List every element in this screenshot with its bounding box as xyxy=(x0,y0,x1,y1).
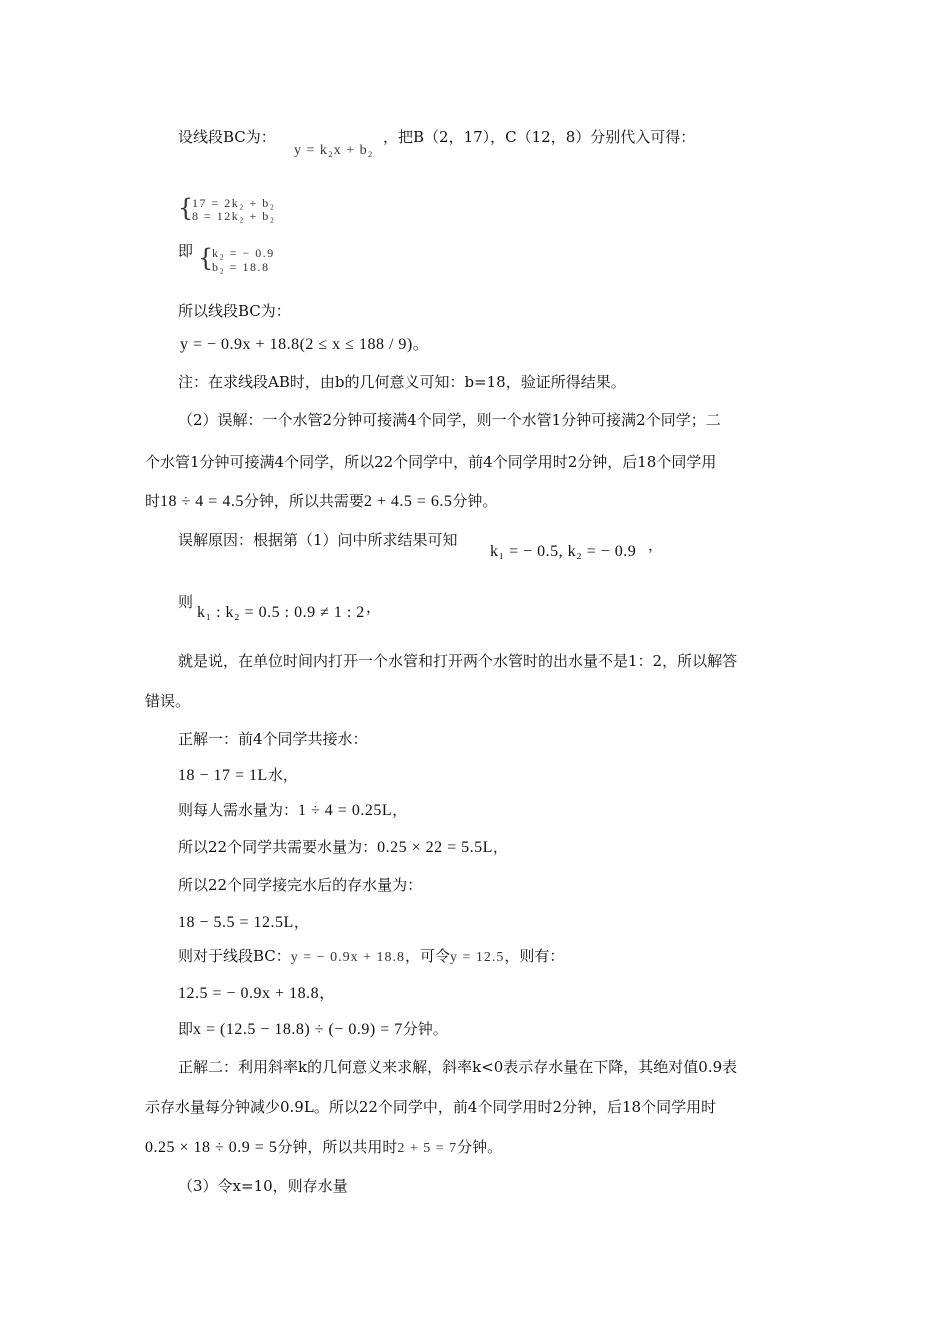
text-segment: ，可令 xyxy=(404,947,450,965)
bc-result-label: 所以线段BC为： xyxy=(178,302,291,320)
ratio-label: 则 xyxy=(178,593,194,611)
math-segment: 18 − 17 = 1L xyxy=(178,767,268,784)
text-segment: 水， xyxy=(267,766,298,784)
math-segment: y = 12.5 xyxy=(449,950,505,965)
math-segment: 18 ÷ 4 = 4.5 xyxy=(160,493,244,510)
system-2-row-1: k₂ = − 0.9 xyxy=(212,246,275,260)
solution1-step-1 xyxy=(178,765,298,786)
math-segment: 2 + 5 = 7 xyxy=(397,1141,458,1156)
solution1-step-4: 所以22个同学接完水后的存水量为： xyxy=(178,876,423,894)
math-segment: y = − 0.9x + 18.8 xyxy=(290,950,405,965)
solution1-step-2 xyxy=(178,800,407,821)
solution2-line-2: 示存水量每分钟减少0.9L。所以22个同学中，前4个同学用时2分钟，后18个同学用时 xyxy=(145,1098,717,1116)
comma: ， xyxy=(648,536,664,554)
part3-line: （3）令x=10，则存水量 xyxy=(178,1177,348,1195)
math-segment: 1 ÷ 4 = 0.25L xyxy=(298,802,393,819)
text-segment: 分钟，所以共需要 xyxy=(243,492,364,510)
text-segment: 所以22个同学共需要水量为： xyxy=(178,838,378,856)
text-segment: 即 xyxy=(178,1020,194,1038)
text-segment: ， xyxy=(492,838,508,856)
ji-label: 即 xyxy=(178,242,194,260)
system-brace-1: { xyxy=(178,194,194,222)
system-1-row-1: 17 = 2k₂ + b₂ xyxy=(192,196,276,210)
text-segment: ， xyxy=(293,913,309,931)
part2-misconception-line-2: 个水管1分钟可接满4个同学，所以22个同学中，前4个同学用时2分钟，后18个同学用 xyxy=(145,453,717,471)
bc-setup-formula: y = k₂x + b₂ xyxy=(294,143,374,158)
explanation-line-1: 就是说，在单位时间内打开一个水管和打开两个水管时的出水量不是1：2，所以解答 xyxy=(178,652,738,670)
solution1-result xyxy=(178,1019,448,1040)
misconception-reason-formula: k₁ = − 0.5, k₂ = − 0.9 xyxy=(490,543,637,560)
solution1-step-6 xyxy=(178,946,564,968)
note-line: 注：在求线段AB时，由b的几何意义可知：b=18，验证所得结果。 xyxy=(178,373,626,391)
math-segment: x = (12.5 − 18.8) ÷ (− 0.9) = 7 xyxy=(193,1021,403,1038)
solution1-equation: 12.5 = − 0.9x + 18.8， xyxy=(178,985,336,1002)
part2-misconception-line-3 xyxy=(145,491,497,512)
solution2-line-1: 正解二：利用斜率k的几何意义来求解，斜率k<0表示存水量在下降，其绝对值0.9表 xyxy=(178,1058,738,1076)
text-segment: 分钟，所以共用时 xyxy=(277,1138,398,1156)
text-segment: ，则有： xyxy=(504,947,565,965)
bc-setup-text: 设线段BC为： xyxy=(178,128,276,146)
text-segment: 分钟。 xyxy=(452,492,498,510)
text-segment: ， xyxy=(392,801,408,819)
math-segment: 0.25 × 18 ÷ 0.9 = 5 xyxy=(145,1139,278,1156)
comma: ， xyxy=(366,598,382,616)
part2-misconception-line-1: （2）误解：一个水管2分钟可接满4个同学，则一个水管1分钟可接满2个同学；二 xyxy=(178,411,721,429)
text-segment: 则每人需水量为： xyxy=(178,801,299,819)
math-segment: 18 − 5.5 = 12.5L xyxy=(178,914,294,931)
bc-setup-tail: ，把B（2，17），C（12，8）分别代入可得： xyxy=(383,128,696,146)
solution1-heading: 正解一：前4个同学共接水： xyxy=(178,730,368,748)
solution2-line-3 xyxy=(145,1137,502,1159)
ratio-formula: k₁ : k₂ = 0.5 : 0.9 ≠ 1 : 2 xyxy=(197,604,365,621)
system-2-row-2: b₂ = 18.8 xyxy=(212,260,270,274)
solution1-step-5 xyxy=(178,912,309,933)
math-segment: 0.25 × 22 = 5.5L xyxy=(377,839,493,856)
math-segment: 2 + 4.5 = 6.5 xyxy=(363,493,453,510)
misconception-reason-label: 误解原因：根据第（1）问中所求结果可知 xyxy=(178,531,458,549)
explanation-line-2: 错误。 xyxy=(145,692,191,710)
system-1-row-2: 8 = 12k₂ + b₂ xyxy=(192,209,276,223)
text-segment: 则对于线段BC： xyxy=(178,947,291,965)
bc-result-formula: y = − 0.9x + 18.8(2 ≤ x ≤ 188 / 9)。 xyxy=(180,336,430,353)
text-segment: 分钟。 xyxy=(457,1138,503,1156)
system-brace-2: { xyxy=(198,244,214,272)
text-segment: 时 xyxy=(145,492,161,510)
text-segment: 分钟。 xyxy=(402,1020,448,1038)
bc-setup-line xyxy=(178,127,276,147)
solution1-step-3 xyxy=(178,837,508,858)
